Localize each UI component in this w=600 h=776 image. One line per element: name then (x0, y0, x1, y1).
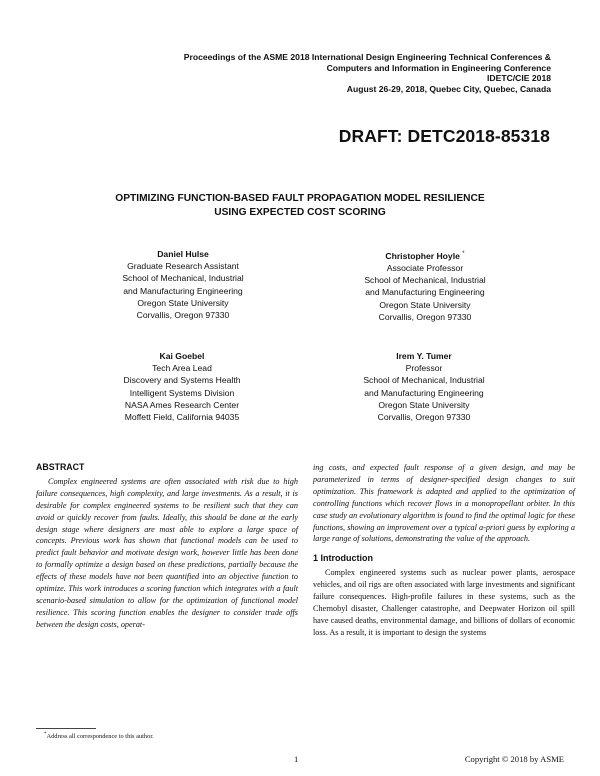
abstract-paragraph: Complex engineered systems are often associated with risk due to high failure consequences, high complexity, and large investments. As a result, it is desirable for complex engineered systems to be resilient such that they can avoid or quickly recover from faults. Ideally, this should be done at the early design stage where designers are most able to explore a large space of concepts. Previous work has shown that functional models can be used to predict fault behavior and motivate design work, however little has been done to formally optimize a design based on these predictions, partially because the effects of these models have not been quantified into an objective function to optimize. This work introduces a scoring function which integrates with a fault scenario-based simulation to allow for the optimization of functional model resilience. This scoring function enables the designer to consider trade offs between the design costs, operat- (36, 476, 298, 629)
draft-id: DRAFT: DETC2018-85318 (338, 126, 550, 146)
abstract-body (36, 476, 298, 631)
abstract-continued (313, 462, 575, 545)
author-affiliation-line: and Manufacturing Engineering (123, 285, 243, 296)
author-affiliation-line: and Manufacturing Engineering (364, 387, 484, 398)
author-affiliation-line: Corvallis, Oregon 97330 (136, 310, 230, 321)
introduction-paragraph: Complex engineered systems such as nuclear power plants, aerospace vehicles, and oil rigs are often associated with large investments and significant failure consequences. High-profile failures in these systems, such as the Chernobyl disaster, Challenger catastrophe, and Deepwater Horizon oil spill have caused deaths, environmental damage, and billions of dollars of economic loss. As a result, it is important to design the systems (313, 568, 575, 637)
conference-line: August 26-29, 2018, Quebec City, Quebec, Canada (346, 83, 551, 94)
title-line: USING EXPECTED COST SCORING (214, 206, 386, 218)
footnote-text: Address all correspondence to this author. (46, 733, 154, 741)
author-name-line (310, 248, 540, 262)
abstract-heading: ABSTRACT (36, 462, 85, 472)
copyright-notice: Copyright © 2018 by ASME (464, 754, 564, 764)
author-name: Christopher Hoyle (385, 250, 460, 261)
author-affiliation-line: NASA Ames Research Center (124, 399, 240, 410)
author-affiliation-line: Associate Professor (386, 263, 464, 274)
author-block (310, 248, 540, 323)
introduction-body (313, 567, 575, 638)
author-affiliation-line: Corvallis, Oregon 97330 (378, 311, 472, 322)
author-affiliation-line: School of Mechanical, Industrial (363, 375, 485, 386)
conference-line: IDETC/CIE 2018 (487, 73, 551, 84)
footnote-mark: * (44, 732, 47, 737)
footnote (44, 732, 154, 740)
section-heading-introduction: 1 Introduction (313, 553, 373, 564)
author-affiliation-line: School of Mechanical, Industrial (364, 275, 486, 286)
author-affiliation-line: Professor (405, 363, 443, 374)
author-affiliation-line: School of Mechanical, Industrial (122, 273, 244, 284)
author-name: Irem Y. Tumer (396, 351, 452, 361)
author-affiliation-line: Intelligent Systems Division (129, 387, 235, 398)
right-column (313, 462, 575, 639)
author-affiliation-line: and Manufacturing Engineering (365, 287, 485, 298)
footnote-rule (36, 728, 96, 729)
author-affiliation-line: Oregon State University (137, 297, 229, 308)
page-number: 1 (294, 754, 299, 764)
author-affiliation-line: Tech Area Lead (152, 363, 212, 374)
author-name: Kai Goebel (159, 351, 205, 361)
abstract-paragraph: ing costs, and expected fault response of a given design, and may be parameterized in terms of designer-specified design changes to suit optimization. This framework is adapted and applied to the optimization of controlling functions which recover flows in a monopropellant orbiter. In this case study an evolutionary algorithm is found to find the optimal logic for these functions, showing an improvement over a typical a-priori guess by exploring a large range of solutions, demonstrating the value of the approach. (313, 463, 575, 544)
conference-header (81, 52, 551, 94)
corresponding-author-mark: * (462, 251, 465, 257)
author-affiliation-line: Corvallis, Oregon 97330 (377, 412, 471, 423)
author-affiliation-line: Graduate Research Assistant (127, 261, 239, 272)
author-affiliation-line: Oregon State University (379, 299, 471, 310)
left-column (36, 462, 298, 631)
author-block (67, 350, 297, 423)
conference-line: Proceedings of the ASME 2018 International Design Engineering Technical Conferences & (183, 52, 551, 62)
author-name: Daniel Hulse (157, 249, 209, 259)
author-affiliation-line: Oregon State University (378, 399, 470, 410)
conference-line: Computers and Information in Engineering Conference (326, 62, 551, 73)
author-block (309, 350, 539, 423)
author-affiliation-line: Discovery and Systems Health (123, 375, 241, 386)
author-block (68, 248, 298, 321)
title-line: OPTIMIZING FUNCTION-BASED FAULT PROPAGATION MODEL RESILIENCE (115, 193, 485, 204)
author-affiliation-line: Moffett Field, California 94035 (124, 412, 240, 423)
paper-title (0, 192, 600, 219)
